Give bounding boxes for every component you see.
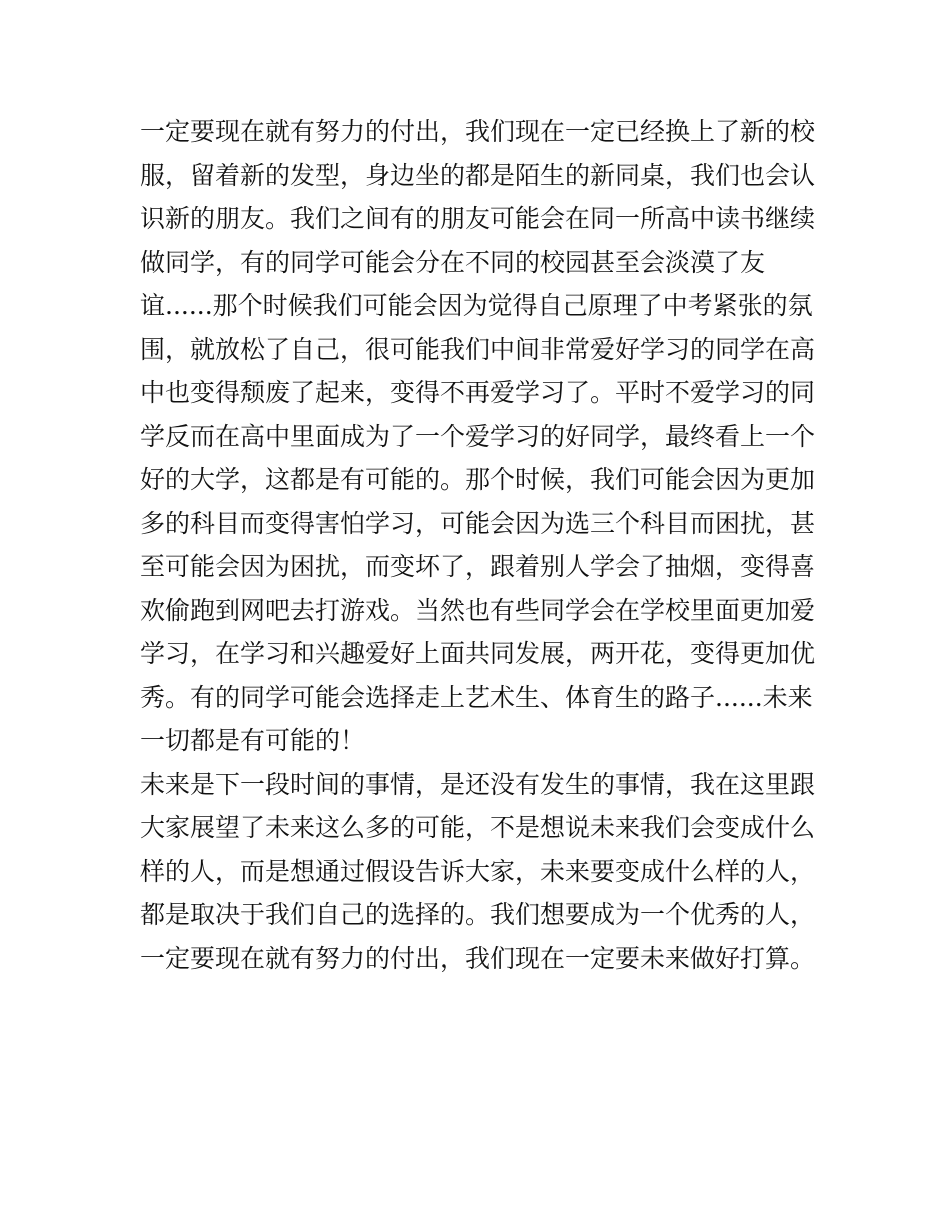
text-line: 一定要现在就有努力的付出，我们现在一定已经换上了新的校 [140, 117, 816, 146]
text-line: 中也变得颓废了起来，变得不再爱学习了。平时不爱学习的同 [140, 378, 816, 407]
text-line: 未来是下一段时间的事情，是还没有发生的事情，我在这里跟 [140, 769, 816, 799]
text-line: 欢偷跑到网吧去打游戏。当然也有些同学会在学校里面更加爱 [140, 595, 816, 625]
text-line: 都是取决于我们自己的选择的。我们想要成为一个优秀的人， [140, 900, 816, 929]
text-line: 做同学，有的同学可能会分在不同的校园甚至会淡漠了友 [140, 247, 766, 277]
text-line: 一切都是有可能的！ [140, 726, 366, 755]
text-line: 识新的朋友。我们之间有的朋友可能会在同一所高中读书继续 [140, 204, 816, 233]
text-line: 一定要现在就有努力的付出，我们现在一定要未来做好打算。 [140, 943, 816, 973]
text-line: 谊......那个时候我们可能会因为觉得自己原理了中考紧张的氛 [140, 291, 813, 320]
text-line: 围，就放松了自己，很可能我们中间非常爱好学习的同学在高 [140, 334, 816, 364]
text-line: 大家展望了未来这么多的可能，不是想说未来我们会变成什么 [140, 813, 816, 842]
text-line: 服，留着新的发型，身边坐的都是陌生的新同桌，我们也会认 [140, 160, 816, 190]
body-text [140, 110, 820, 980]
text-line: 好的大学，这都是有可能的。那个时候，我们可能会因为更加 [140, 465, 816, 494]
text-line: 学反而在高中里面成为了一个爱学习的好同学，最终看上一个 [140, 421, 816, 451]
text-line: 秀。有的同学可能会选择走上艺术生、体育生的路子......未来 [140, 682, 813, 712]
text-line: 样的人，而是想通过假设告诉大家，未来要变成什么样的人， [140, 856, 816, 886]
text-line: 学习，在学习和兴趣爱好上面共同发展，两开花，变得更加优 [140, 639, 816, 668]
text-line: 多的科目而变得害怕学习，可能会因为选三个科目而困扰，甚 [140, 508, 816, 538]
text-line: 至可能会因为困扰，而变坏了，跟着别人学会了抽烟，变得喜 [140, 552, 816, 581]
